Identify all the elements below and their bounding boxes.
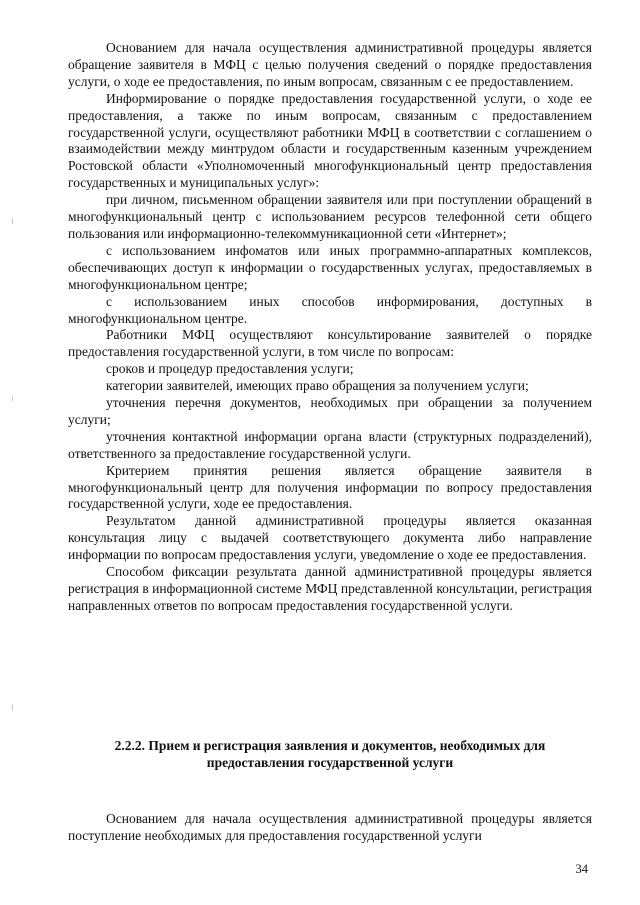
section-heading-line-1: 2.2.2. Прием и регистрация заявления и документов, необходимых для <box>114 738 546 753</box>
paragraph: при личном, письменном обращении заявителя или при поступлении обращений в многофункциональный центр с использованием ресурсов телефонной сети общего пользования или информационно-телекоммуникационной сети «Интернет»; <box>68 192 592 241</box>
scan-artifact <box>12 218 13 224</box>
paragraph: Основанием для начала осуществления административной процедуры является обращение заявителя в МФЦ с целью получения сведений о порядке предоставления услуги, о ходе ее предоставления, по иным вопросам, связанным с ее предоставлением. <box>68 40 592 89</box>
page-number: 34 <box>575 862 588 876</box>
closing-paragraph: Основанием для начала осуществления административной процедуры является поступление необходимых для предоставления государственной услуги <box>68 811 592 843</box>
paragraph: с использованием инфоматов или иных программно-аппаратных комплексов, обеспечивающих доступ к информации о государственных услугах, предоставляемых в многофункциональном центре; <box>68 242 592 292</box>
section-heading <box>68 737 592 771</box>
paragraph: с использованием иных способов информирования, доступных в многофункциональном центре. <box>68 293 592 326</box>
paragraph: уточнения контактной информации органа власти (структурных подразделений), ответственного за предоставление государственной услуги. <box>68 428 592 461</box>
paragraph: уточнения перечня документов, необходимых при обращении за получением услуги; <box>68 395 592 427</box>
paragraph: Способом фиксации результата данной административной процедуры является регистрация в информационной системе МФЦ представленной консультации, регистрация направленных ответов по вопросам предоставления государственной услуги. <box>68 564 592 613</box>
scan-artifact <box>12 704 13 711</box>
paragraph: Информирование о порядке предоставления государственной услуги, о ходе ее предоставления, а также по иным вопросам, связанным с предоставлением государственной услуги, осуществляют работники МФЦ в соответствии с соглашением о взаимодействии между минтрудом области и государственным казенным учреждением Ростовской области «Уполномоченный многофункциональный центр предоставления государственных и муниципальных услуг»: <box>68 90 592 191</box>
paragraph: Результатом данной административной процедуры является оказанная консультация лицу с выдачей соответствующего документа либо направление информации по вопросам предоставления услуги, уведомление о ходе ее предоставления. <box>68 513 592 563</box>
paragraph: сроков и процедур предоставления услуги; <box>106 361 354 377</box>
paragraph: Работники МФЦ осуществляют консультирование заявителей о порядке предоставления государственной услуги, в том числе по вопросам: <box>68 327 592 360</box>
section-heading-line-2: предоставления государственной услуги <box>206 755 454 770</box>
body-text <box>68 40 592 615</box>
paragraph: Критерием принятия решения является обращение заявителя в многофункциональный центр для получения информации по вопросу предоставления государственной услуги, ходе ее предоставления. <box>68 462 592 512</box>
paragraph: категории заявителей, имеющих право обращения за получением услуги; <box>106 378 529 394</box>
scan-artifact <box>12 396 13 401</box>
